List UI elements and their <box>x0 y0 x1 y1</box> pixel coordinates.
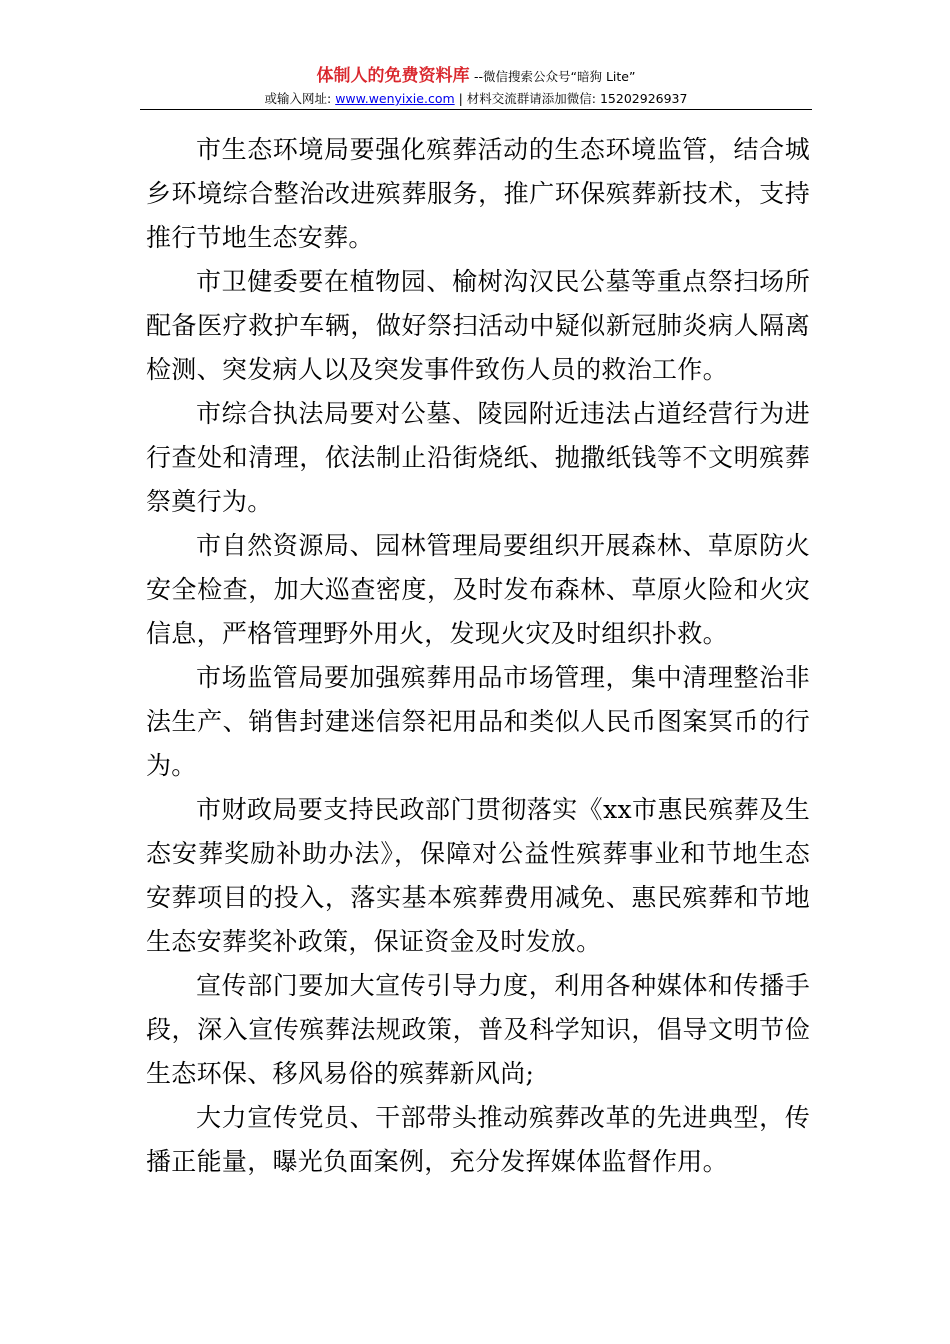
contact-info: | 材料交流群请添加微信: 15202926937 <box>454 91 688 106</box>
paragraph-party-example: 大力宣传党员、干部带头推动殡葬改革的先进典型，传播正能量，曝光负面案例，充分发挥媒体监督作用。 <box>146 1103 810 1176</box>
website-link[interactable]: www.wenyixie.com <box>335 91 455 106</box>
brand-title: 体制人的免费资料库 <box>316 66 470 86</box>
paragraph-natural-resources: 市自然资源局、园林管理局要组织开展森林、草原防火安全检查，加大巡查密度，及时发布森林、草原火险和火灾信息，严格管理野外用火，发现火灾及时组织扑救。 <box>146 531 810 648</box>
paragraph-publicity-department: 宣传部门要加大宣传引导力度，利用各种媒体和传播手段，深入宣传殡葬法规政策，普及科学知识，倡导文明节俭生态环保、移风易俗的殡葬新风尚; <box>146 971 810 1088</box>
paragraph-market-supervision: 市场监管局要加强殡葬用品市场管理，集中清理整治非法生产、销售封建迷信祭祀用品和类似人民币图案冥币的行为。 <box>146 663 810 780</box>
url-prefix: 或输入网址: <box>264 91 336 106</box>
paragraph-eco-environment: 市生态环境局要强化殡葬活动的生态环境监管，结合城乡环境综合整治改进殡葬服务，推广环保殡葬新技术，支持推行节地生态安葬。 <box>146 135 810 252</box>
paragraph-law-enforcement: 市综合执法局要对公墓、陵园附近违法占道经营行为进行查处和清理，依法制止沿街烧纸、抛撒纸钱等不文明殡葬祭奠行为。 <box>146 399 810 516</box>
header-tagline: --微信搜索公众号“暗狗 Lite” <box>473 69 636 84</box>
document-body <box>146 128 810 1184</box>
header-title-line <box>140 66 812 87</box>
paragraph-finance-bureau: 市财政局要支持民政部门贯彻落实《xx市惠民殡葬及生态安葬奖励补助办法》，保障对公益性殡葬事业和节地生态安葬项目的投入，落实基本殡葬费用减免、惠民殡葬和节地生态安葬奖补政策，保证资金及时发放。 <box>146 795 810 956</box>
page-header <box>140 66 812 108</box>
header-info-line <box>140 89 812 108</box>
header-divider <box>140 109 812 110</box>
paragraph-health-commission: 市卫健委要在植物园、榆树沟汉民公墓等重点祭扫场所配备医疗救护车辆，做好祭扫活动中疑似新冠肺炎病人隔离检测、突发病人以及突发事件致伤人员的救治工作。 <box>146 267 810 384</box>
